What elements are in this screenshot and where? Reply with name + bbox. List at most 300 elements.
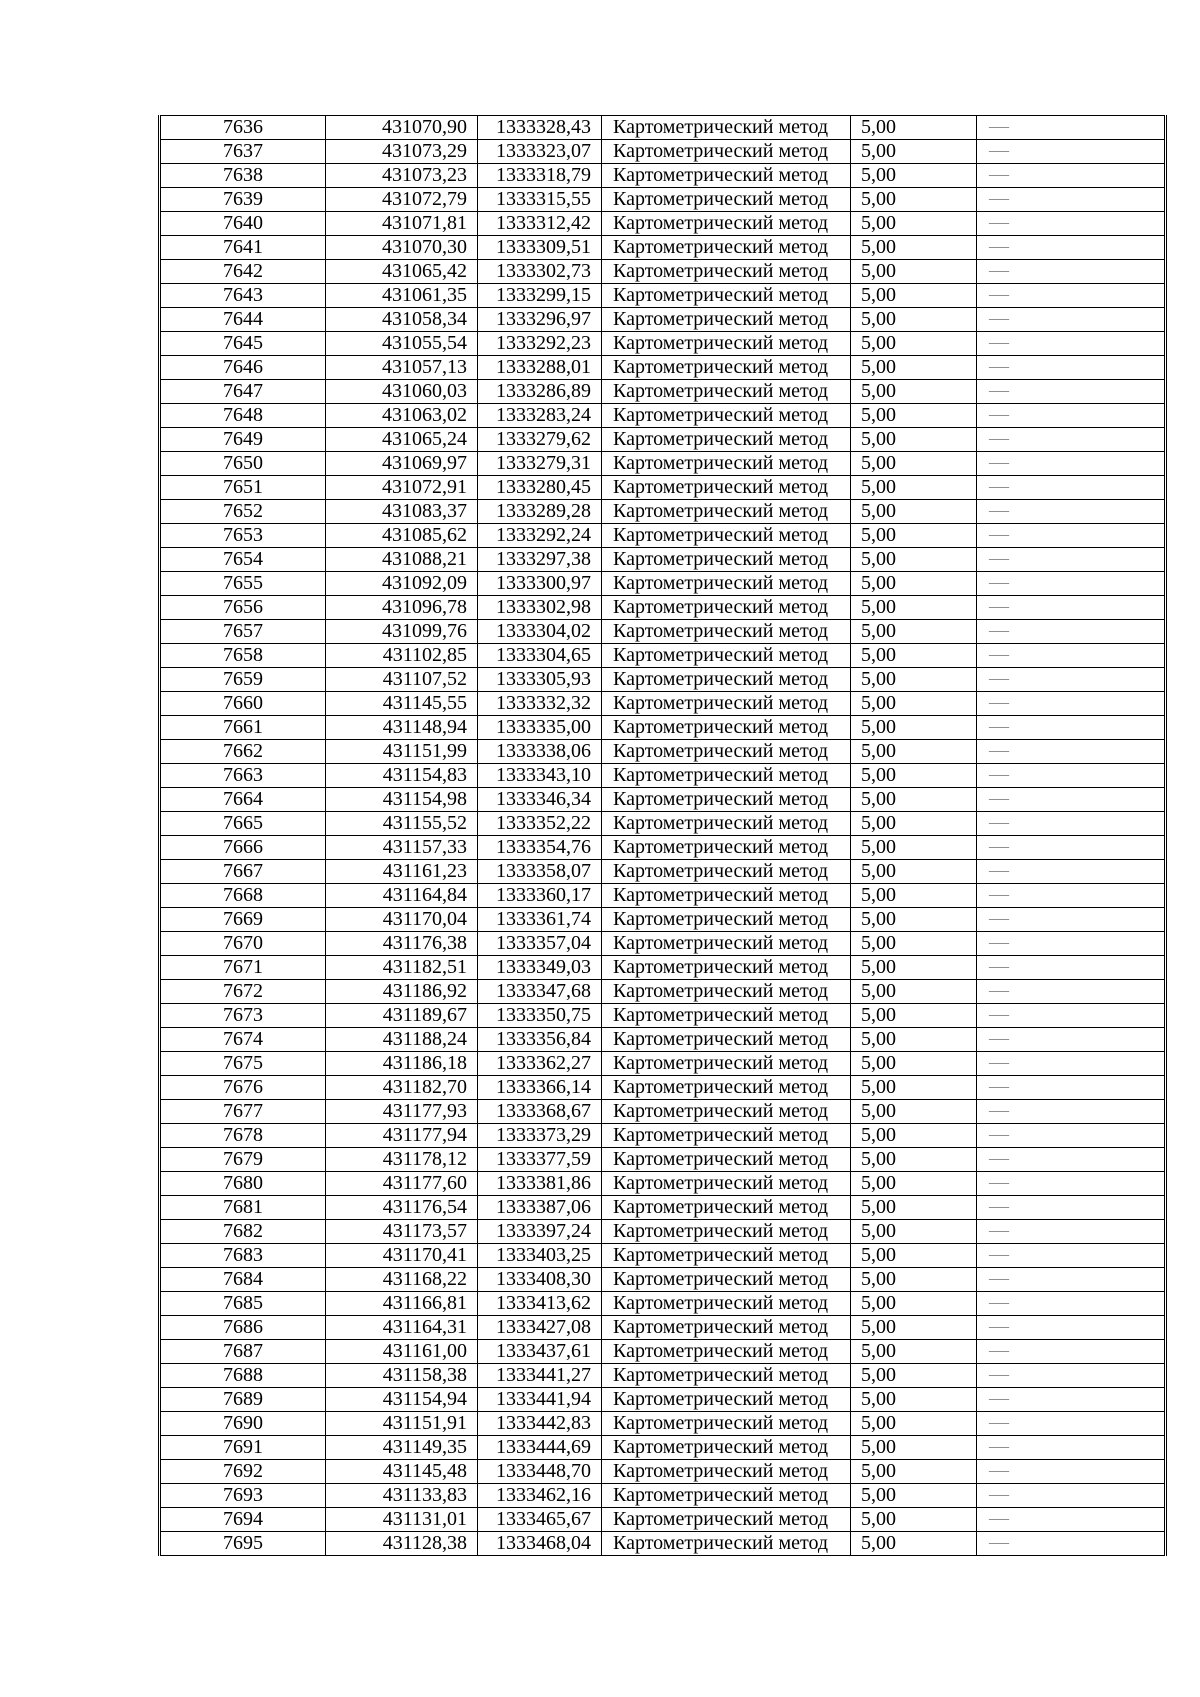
accuracy-cell: 5,00 xyxy=(851,212,977,236)
table-row xyxy=(160,236,1166,260)
table-row xyxy=(160,1364,1166,1388)
note-cell xyxy=(977,188,1166,212)
table-row xyxy=(160,1388,1166,1412)
table-row xyxy=(160,1460,1166,1484)
dash-mark: — xyxy=(989,793,1009,805)
coordinate-x-cell: 431099,76 xyxy=(326,620,478,644)
coordinate-y-cell: 1333297,38 xyxy=(478,548,602,572)
coordinate-y-cell: 1333302,73 xyxy=(478,260,602,284)
accuracy-cell: 5,00 xyxy=(851,740,977,764)
dash-mark: — xyxy=(989,457,1009,469)
coordinate-y-cell: 1333349,03 xyxy=(478,956,602,980)
point-number-cell: 7688 xyxy=(160,1364,326,1388)
coordinate-y-cell: 1333328,43 xyxy=(478,116,602,140)
note-cell xyxy=(977,428,1166,452)
method-cell: Картометрический метод xyxy=(602,644,851,668)
accuracy-cell: 5,00 xyxy=(851,236,977,260)
accuracy-cell: 5,00 xyxy=(851,644,977,668)
point-number-cell: 7657 xyxy=(160,620,326,644)
coordinate-y-cell: 1333312,42 xyxy=(478,212,602,236)
coordinate-y-cell: 1333280,45 xyxy=(478,476,602,500)
table-row xyxy=(160,116,1166,140)
dash-mark: — xyxy=(989,1153,1009,1165)
note-cell xyxy=(977,524,1166,548)
point-number-cell: 7648 xyxy=(160,404,326,428)
table-row xyxy=(160,788,1166,812)
coordinate-x-cell: 431177,94 xyxy=(326,1124,478,1148)
coordinate-x-cell: 431170,41 xyxy=(326,1244,478,1268)
table-row xyxy=(160,1220,1166,1244)
table-row xyxy=(160,260,1166,284)
point-number-cell: 7642 xyxy=(160,260,326,284)
note-cell xyxy=(977,1004,1166,1028)
coordinate-y-cell: 1333283,24 xyxy=(478,404,602,428)
accuracy-cell: 5,00 xyxy=(851,1028,977,1052)
point-number-cell: 7673 xyxy=(160,1004,326,1028)
note-cell xyxy=(977,404,1166,428)
coordinate-y-cell: 1333350,75 xyxy=(478,1004,602,1028)
table-row xyxy=(160,1268,1166,1292)
dash-mark: — xyxy=(989,721,1009,733)
table-row xyxy=(160,908,1166,932)
dash-mark: — xyxy=(989,673,1009,685)
coordinate-y-cell: 1333346,34 xyxy=(478,788,602,812)
coordinate-x-cell: 431188,24 xyxy=(326,1028,478,1052)
point-number-cell: 7674 xyxy=(160,1028,326,1052)
accuracy-cell: 5,00 xyxy=(851,380,977,404)
table-row xyxy=(160,1076,1166,1100)
dash-mark: — xyxy=(989,961,1009,973)
point-number-cell: 7638 xyxy=(160,164,326,188)
note-cell xyxy=(977,1100,1166,1124)
dash-mark: — xyxy=(989,649,1009,661)
note-cell xyxy=(977,1316,1166,1340)
note-cell xyxy=(977,548,1166,572)
table-row xyxy=(160,1124,1166,1148)
coordinate-x-cell: 431158,38 xyxy=(326,1364,478,1388)
method-cell: Картометрический метод xyxy=(602,1148,851,1172)
method-cell: Картометрический метод xyxy=(602,1412,851,1436)
table-row xyxy=(160,332,1166,356)
point-number-cell: 7661 xyxy=(160,716,326,740)
point-number-cell: 7663 xyxy=(160,764,326,788)
method-cell: Картометрический метод xyxy=(602,908,851,932)
accuracy-cell: 5,00 xyxy=(851,260,977,284)
note-cell xyxy=(977,1052,1166,1076)
dash-mark: — xyxy=(989,817,1009,829)
method-cell: Картометрический метод xyxy=(602,1196,851,1220)
note-cell xyxy=(977,860,1166,884)
coordinate-x-cell: 431065,24 xyxy=(326,428,478,452)
method-cell: Картометрический метод xyxy=(602,284,851,308)
table-row xyxy=(160,284,1166,308)
coordinate-y-cell: 1333468,04 xyxy=(478,1532,602,1556)
dash-mark: — xyxy=(989,601,1009,613)
table-row xyxy=(160,356,1166,380)
coordinate-x-cell: 431072,91 xyxy=(326,476,478,500)
accuracy-cell: 5,00 xyxy=(851,1316,977,1340)
dash-mark: — xyxy=(989,337,1009,349)
method-cell: Картометрический метод xyxy=(602,476,851,500)
coordinate-y-cell: 1333335,00 xyxy=(478,716,602,740)
coordinate-y-cell: 1333315,55 xyxy=(478,188,602,212)
note-cell xyxy=(977,1484,1166,1508)
dash-mark: — xyxy=(989,841,1009,853)
table-row xyxy=(160,764,1166,788)
coordinate-x-cell: 431154,98 xyxy=(326,788,478,812)
table-row xyxy=(160,668,1166,692)
table-row xyxy=(160,476,1166,500)
note-cell xyxy=(977,1028,1166,1052)
accuracy-cell: 5,00 xyxy=(851,692,977,716)
coordinate-y-cell: 1333288,01 xyxy=(478,356,602,380)
accuracy-cell: 5,00 xyxy=(851,1124,977,1148)
point-number-cell: 7677 xyxy=(160,1100,326,1124)
coordinate-y-cell: 1333387,06 xyxy=(478,1196,602,1220)
note-cell xyxy=(977,1508,1166,1532)
method-cell: Картометрический метод xyxy=(602,1460,851,1484)
coordinate-y-cell: 1333442,83 xyxy=(478,1412,602,1436)
note-cell xyxy=(977,476,1166,500)
table-row xyxy=(160,716,1166,740)
method-cell: Картометрический метод xyxy=(602,380,851,404)
point-number-cell: 7692 xyxy=(160,1460,326,1484)
point-number-cell: 7658 xyxy=(160,644,326,668)
method-cell: Картометрический метод xyxy=(602,140,851,164)
coordinate-y-cell: 1333441,27 xyxy=(478,1364,602,1388)
coordinate-x-cell: 431073,29 xyxy=(326,140,478,164)
accuracy-cell: 5,00 xyxy=(851,668,977,692)
coordinate-x-cell: 431155,52 xyxy=(326,812,478,836)
point-number-cell: 7649 xyxy=(160,428,326,452)
method-cell: Картометрический метод xyxy=(602,260,851,284)
point-number-cell: 7667 xyxy=(160,860,326,884)
dash-mark: — xyxy=(989,1273,1009,1285)
coordinate-y-cell: 1333279,62 xyxy=(478,428,602,452)
point-number-cell: 7641 xyxy=(160,236,326,260)
note-cell xyxy=(977,1244,1166,1268)
accuracy-cell: 5,00 xyxy=(851,932,977,956)
accuracy-cell: 5,00 xyxy=(851,548,977,572)
accuracy-cell: 5,00 xyxy=(851,1436,977,1460)
point-number-cell: 7675 xyxy=(160,1052,326,1076)
note-cell xyxy=(977,116,1166,140)
coordinate-y-cell: 1333377,59 xyxy=(478,1148,602,1172)
method-cell: Картометрический метод xyxy=(602,1172,851,1196)
table-row xyxy=(160,1052,1166,1076)
note-cell xyxy=(977,260,1166,284)
dash-mark: — xyxy=(989,433,1009,445)
coordinate-x-cell: 431178,12 xyxy=(326,1148,478,1172)
point-number-cell: 7684 xyxy=(160,1268,326,1292)
coordinate-x-cell: 431164,84 xyxy=(326,884,478,908)
dash-mark: — xyxy=(989,1201,1009,1213)
dash-mark: — xyxy=(989,361,1009,373)
coordinate-x-cell: 431154,94 xyxy=(326,1388,478,1412)
table-row xyxy=(160,1508,1166,1532)
dash-mark: — xyxy=(989,1513,1009,1525)
table-row xyxy=(160,1172,1166,1196)
point-number-cell: 7669 xyxy=(160,908,326,932)
note-cell xyxy=(977,1340,1166,1364)
coordinate-y-cell: 1333332,32 xyxy=(478,692,602,716)
note-cell xyxy=(977,980,1166,1004)
table-row xyxy=(160,164,1166,188)
point-number-cell: 7659 xyxy=(160,668,326,692)
coordinate-x-cell: 431070,90 xyxy=(326,116,478,140)
accuracy-cell: 5,00 xyxy=(851,1196,977,1220)
table-row xyxy=(160,380,1166,404)
accuracy-cell: 5,00 xyxy=(851,1388,977,1412)
coordinate-y-cell: 1333338,06 xyxy=(478,740,602,764)
table-row xyxy=(160,548,1166,572)
note-cell xyxy=(977,140,1166,164)
note-cell xyxy=(977,716,1166,740)
coordinate-x-cell: 431170,04 xyxy=(326,908,478,932)
method-cell: Картометрический метод xyxy=(602,860,851,884)
method-cell: Картометрический метод xyxy=(602,740,851,764)
point-number-cell: 7691 xyxy=(160,1436,326,1460)
point-number-cell: 7682 xyxy=(160,1220,326,1244)
table-row xyxy=(160,188,1166,212)
point-number-cell: 7646 xyxy=(160,356,326,380)
accuracy-cell: 5,00 xyxy=(851,596,977,620)
method-cell: Картометрический метод xyxy=(602,1052,851,1076)
table-row xyxy=(160,956,1166,980)
note-cell xyxy=(977,356,1166,380)
dash-mark: — xyxy=(989,625,1009,637)
accuracy-cell: 5,00 xyxy=(851,1340,977,1364)
dash-mark: — xyxy=(989,313,1009,325)
coordinate-x-cell: 431166,81 xyxy=(326,1292,478,1316)
accuracy-cell: 5,00 xyxy=(851,1244,977,1268)
accuracy-cell: 5,00 xyxy=(851,956,977,980)
dash-mark: — xyxy=(989,289,1009,301)
method-cell: Картометрический метод xyxy=(602,164,851,188)
note-cell xyxy=(977,668,1166,692)
note-cell xyxy=(977,836,1166,860)
method-cell: Картометрический метод xyxy=(602,836,851,860)
coordinate-y-cell: 1333381,86 xyxy=(478,1172,602,1196)
coordinate-y-cell: 1333302,98 xyxy=(478,596,602,620)
table-row xyxy=(160,1100,1166,1124)
point-number-cell: 7666 xyxy=(160,836,326,860)
method-cell: Картометрический метод xyxy=(602,500,851,524)
point-number-cell: 7636 xyxy=(160,116,326,140)
coordinate-y-cell: 1333368,67 xyxy=(478,1100,602,1124)
method-cell: Картометрический метод xyxy=(602,116,851,140)
point-number-cell: 7639 xyxy=(160,188,326,212)
dash-mark: — xyxy=(989,529,1009,541)
accuracy-cell: 5,00 xyxy=(851,764,977,788)
accuracy-cell: 5,00 xyxy=(851,1412,977,1436)
method-cell: Картометрический метод xyxy=(602,1340,851,1364)
point-number-cell: 7687 xyxy=(160,1340,326,1364)
coordinate-x-cell: 431189,67 xyxy=(326,1004,478,1028)
dash-mark: — xyxy=(989,265,1009,277)
accuracy-cell: 5,00 xyxy=(851,1508,977,1532)
dash-mark: — xyxy=(989,1081,1009,1093)
method-cell: Картометрический метод xyxy=(602,1316,851,1340)
dash-mark: — xyxy=(989,1033,1009,1045)
accuracy-cell: 5,00 xyxy=(851,572,977,596)
point-number-cell: 7650 xyxy=(160,452,326,476)
coordinate-y-cell: 1333347,68 xyxy=(478,980,602,1004)
point-number-cell: 7637 xyxy=(160,140,326,164)
coordinate-x-cell: 431065,42 xyxy=(326,260,478,284)
coordinate-x-cell: 431102,85 xyxy=(326,644,478,668)
method-cell: Картометрический метод xyxy=(602,524,851,548)
coordinate-y-cell: 1333286,89 xyxy=(478,380,602,404)
table-row xyxy=(160,572,1166,596)
method-cell: Картометрический метод xyxy=(602,332,851,356)
accuracy-cell: 5,00 xyxy=(851,908,977,932)
dash-mark: — xyxy=(989,505,1009,517)
method-cell: Картометрический метод xyxy=(602,572,851,596)
method-cell: Картометрический метод xyxy=(602,1508,851,1532)
point-number-cell: 7671 xyxy=(160,956,326,980)
note-cell xyxy=(977,1124,1166,1148)
accuracy-cell: 5,00 xyxy=(851,1292,977,1316)
method-cell: Картометрический метод xyxy=(602,1220,851,1244)
table-row xyxy=(160,1484,1166,1508)
point-number-cell: 7640 xyxy=(160,212,326,236)
note-cell xyxy=(977,764,1166,788)
method-cell: Картометрический метод xyxy=(602,1436,851,1460)
accuracy-cell: 5,00 xyxy=(851,1364,977,1388)
note-cell xyxy=(977,740,1166,764)
coordinate-x-cell: 431058,34 xyxy=(326,308,478,332)
point-number-cell: 7653 xyxy=(160,524,326,548)
coordinate-y-cell: 1333361,74 xyxy=(478,908,602,932)
coordinate-y-cell: 1333309,51 xyxy=(478,236,602,260)
point-number-cell: 7656 xyxy=(160,596,326,620)
coordinate-x-cell: 431177,60 xyxy=(326,1172,478,1196)
accuracy-cell: 5,00 xyxy=(851,980,977,1004)
coordinate-y-cell: 1333352,22 xyxy=(478,812,602,836)
method-cell: Картометрический метод xyxy=(602,404,851,428)
method-cell: Картометрический метод xyxy=(602,212,851,236)
point-number-cell: 7644 xyxy=(160,308,326,332)
table-row xyxy=(160,860,1166,884)
point-number-cell: 7680 xyxy=(160,1172,326,1196)
method-cell: Картометрический метод xyxy=(602,956,851,980)
coordinate-y-cell: 1333343,10 xyxy=(478,764,602,788)
table-row xyxy=(160,428,1166,452)
coordinate-x-cell: 431168,22 xyxy=(326,1268,478,1292)
dash-mark: — xyxy=(989,217,1009,229)
table-row xyxy=(160,1148,1166,1172)
accuracy-cell: 5,00 xyxy=(851,1172,977,1196)
point-number-cell: 7683 xyxy=(160,1244,326,1268)
coordinate-x-cell: 431096,78 xyxy=(326,596,478,620)
coordinate-y-cell: 1333462,16 xyxy=(478,1484,602,1508)
coordinate-x-cell: 431173,57 xyxy=(326,1220,478,1244)
coordinate-y-cell: 1333437,61 xyxy=(478,1340,602,1364)
coordinate-x-cell: 431131,01 xyxy=(326,1508,478,1532)
point-number-cell: 7670 xyxy=(160,932,326,956)
accuracy-cell: 5,00 xyxy=(851,1532,977,1556)
point-number-cell: 7654 xyxy=(160,548,326,572)
note-cell xyxy=(977,1076,1166,1100)
method-cell: Картометрический метод xyxy=(602,1484,851,1508)
coordinate-x-cell: 431182,70 xyxy=(326,1076,478,1100)
coordinate-y-cell: 1333305,93 xyxy=(478,668,602,692)
method-cell: Картометрический метод xyxy=(602,1244,851,1268)
note-cell xyxy=(977,932,1166,956)
accuracy-cell: 5,00 xyxy=(851,188,977,212)
note-cell xyxy=(977,884,1166,908)
dash-mark: — xyxy=(989,1009,1009,1021)
dash-mark: — xyxy=(989,1225,1009,1237)
point-number-cell: 7643 xyxy=(160,284,326,308)
method-cell: Картометрический метод xyxy=(602,1124,851,1148)
table-row xyxy=(160,836,1166,860)
dash-mark: — xyxy=(989,1417,1009,1429)
coordinate-y-cell: 1333304,02 xyxy=(478,620,602,644)
method-cell: Картометрический метод xyxy=(602,1388,851,1412)
method-cell: Картометрический метод xyxy=(602,596,851,620)
method-cell: Картометрический метод xyxy=(602,788,851,812)
note-cell xyxy=(977,1172,1166,1196)
method-cell: Картометрический метод xyxy=(602,1532,851,1556)
accuracy-cell: 5,00 xyxy=(851,500,977,524)
table-row xyxy=(160,1412,1166,1436)
note-cell xyxy=(977,1196,1166,1220)
accuracy-cell: 5,00 xyxy=(851,1052,977,1076)
point-number-cell: 7679 xyxy=(160,1148,326,1172)
note-cell xyxy=(977,1292,1166,1316)
accuracy-cell: 5,00 xyxy=(851,452,977,476)
point-number-cell: 7652 xyxy=(160,500,326,524)
method-cell: Картометрический метод xyxy=(602,548,851,572)
point-number-cell: 7685 xyxy=(160,1292,326,1316)
note-cell xyxy=(977,908,1166,932)
accuracy-cell: 5,00 xyxy=(851,164,977,188)
method-cell: Картометрический метод xyxy=(602,764,851,788)
coordinate-y-cell: 1333354,76 xyxy=(478,836,602,860)
method-cell: Картометрический метод xyxy=(602,980,851,1004)
coordinate-x-cell: 431164,31 xyxy=(326,1316,478,1340)
dash-mark: — xyxy=(989,1441,1009,1453)
note-cell xyxy=(977,1148,1166,1172)
coordinate-y-cell: 1333296,97 xyxy=(478,308,602,332)
dash-mark: — xyxy=(989,1489,1009,1501)
accuracy-cell: 5,00 xyxy=(851,476,977,500)
coordinate-x-cell: 431145,55 xyxy=(326,692,478,716)
table-row xyxy=(160,140,1166,164)
method-cell: Картометрический метод xyxy=(602,1364,851,1388)
coordinate-x-cell: 431070,30 xyxy=(326,236,478,260)
table-row xyxy=(160,1244,1166,1268)
note-cell xyxy=(977,1388,1166,1412)
coordinate-y-cell: 1333366,14 xyxy=(478,1076,602,1100)
method-cell: Картометрический метод xyxy=(602,356,851,380)
coordinate-y-cell: 1333408,30 xyxy=(478,1268,602,1292)
coordinate-y-cell: 1333279,31 xyxy=(478,452,602,476)
table-row xyxy=(160,1292,1166,1316)
accuracy-cell: 5,00 xyxy=(851,1100,977,1124)
dash-mark: — xyxy=(989,1465,1009,1477)
dash-mark: — xyxy=(989,745,1009,757)
dash-mark: — xyxy=(989,553,1009,565)
accuracy-cell: 5,00 xyxy=(851,836,977,860)
method-cell: Картометрический метод xyxy=(602,1268,851,1292)
table-row xyxy=(160,1436,1166,1460)
coordinate-y-cell: 1333465,67 xyxy=(478,1508,602,1532)
accuracy-cell: 5,00 xyxy=(851,812,977,836)
note-cell xyxy=(977,1532,1166,1556)
